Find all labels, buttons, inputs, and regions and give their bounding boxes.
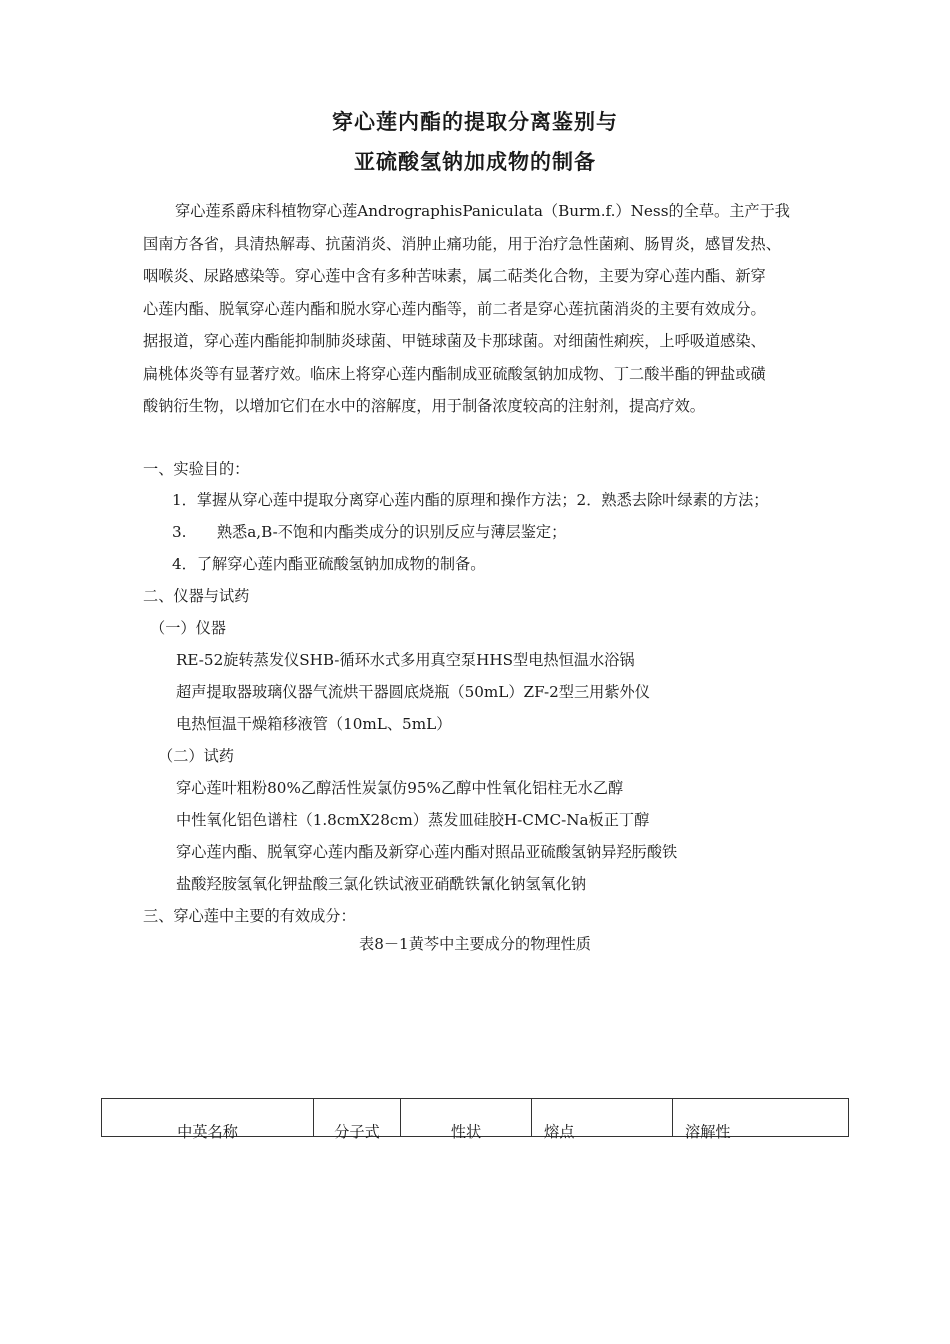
reagent-line: 盐酸羟胺氢氧化钾盐酸三氯化铁试液亚硝酰铁氰化钠氢氧化钠 <box>176 875 587 893</box>
objective-item: 1．掌握从穿心莲中提取分离穿心莲内酯的原理和操作方法；2．熟悉去除叶绿素的方法； <box>172 491 769 509</box>
table-caption: 表8－1黄芩中主要成分的物理性质 <box>359 935 591 953</box>
document-title-line2: 亚硫酸氢钠加成物的制备 <box>354 150 596 174</box>
instrument-line: 超声提取器玻璃仪器气流烘干器圆底烧瓶（50mL）ZF-2型三用紫外仪 <box>176 683 650 701</box>
intro-line: 穿心莲系爵床科植物穿心莲AndrographisPaniculata（Burm.f.）Ness的全草。主产于我 <box>175 202 790 220</box>
table-header-cell: 熔点 <box>532 1099 673 1137</box>
table-header-row <box>102 1099 849 1137</box>
intro-line: 据报道，穿心莲内酯能抑制肺炎球菌、甲链球菌及卡那球菌。对细菌性痢疾，上呼吸道感染、 <box>143 332 766 350</box>
reagents-heading: （二）试药 <box>158 747 234 765</box>
instrument-line: 电热恒温干燥箱移液管（10mL、5mL） <box>176 715 452 733</box>
intro-line: 咽喉炎、尿路感染等。穿心莲中含有多种苦味素，属二萜类化合物，主要为穿心莲内酯、新穿 <box>143 267 766 285</box>
table-header-cell: 溶解性 <box>673 1099 849 1137</box>
reagent-line: 穿心莲叶粗粉80%乙醇活性炭氯仿95%乙醇中性氧化铝柱无水乙醇 <box>176 779 624 797</box>
reagent-line: 穿心莲内酯、脱氧穿心莲内酯及新穿心莲内酯对照品亚硫酸氢钠异羟肟酸铁 <box>176 843 678 861</box>
table-header-cell: 性状 <box>401 1099 532 1137</box>
table-header-cell: 中英名称 <box>102 1099 314 1137</box>
intro-line: 心莲内酯、脱氧穿心莲内酯和脱水穿心莲内酯等，前二者是穿心莲抗菌消炎的主要有效成分。 <box>143 299 766 318</box>
instrument-line: RE-52旋转蒸发仪SHB-循环水式多用真空泵HHS型电热恒温水浴锅 <box>176 651 635 669</box>
intro-paragraph <box>143 195 853 423</box>
intro-line: 扁桃体炎等有显著疗效。临床上将穿心莲内酯制成亚硫酸氢钠加成物、丁二酸半酯的钾盐或磺 <box>143 364 766 383</box>
reagent-line: 中性氧化铝色谱柱（1.8cmX28cm）蒸发皿硅胶H-CMC-Na板正丁醇 <box>176 811 650 829</box>
section3-heading: 三、穿心莲中主要的有效成分： <box>143 907 356 925</box>
intro-line: 酸钠衍生物，以增加它们在水中的溶解度，用于制备浓度较高的注射剂，提高疗效。 <box>143 397 705 415</box>
intro-line: 国南方各省，具清热解毒、抗菌消炎、消肿止痛功能，用于治疗急性菌痢、肠胃炎，感冒发热、 <box>143 234 781 253</box>
objective-item: 4．了解穿心莲内酯亚硫酸氢钠加成物的制备。 <box>172 555 486 573</box>
objective-item: 3. 熟悉a,B-不饱和内酯类成分的识别反应与薄层鉴定； <box>172 523 567 541</box>
section2-heading: 二、仪器与试药 <box>143 587 250 605</box>
properties-table <box>101 1098 849 1141</box>
instruments-heading: （一）仪器 <box>150 619 226 637</box>
table-header-cell: 分子式 <box>314 1099 401 1137</box>
document-title-line1: 穿心莲内酯的提取分离鉴别与 <box>332 110 618 134</box>
section1-heading: 一、实验目的： <box>143 460 250 478</box>
